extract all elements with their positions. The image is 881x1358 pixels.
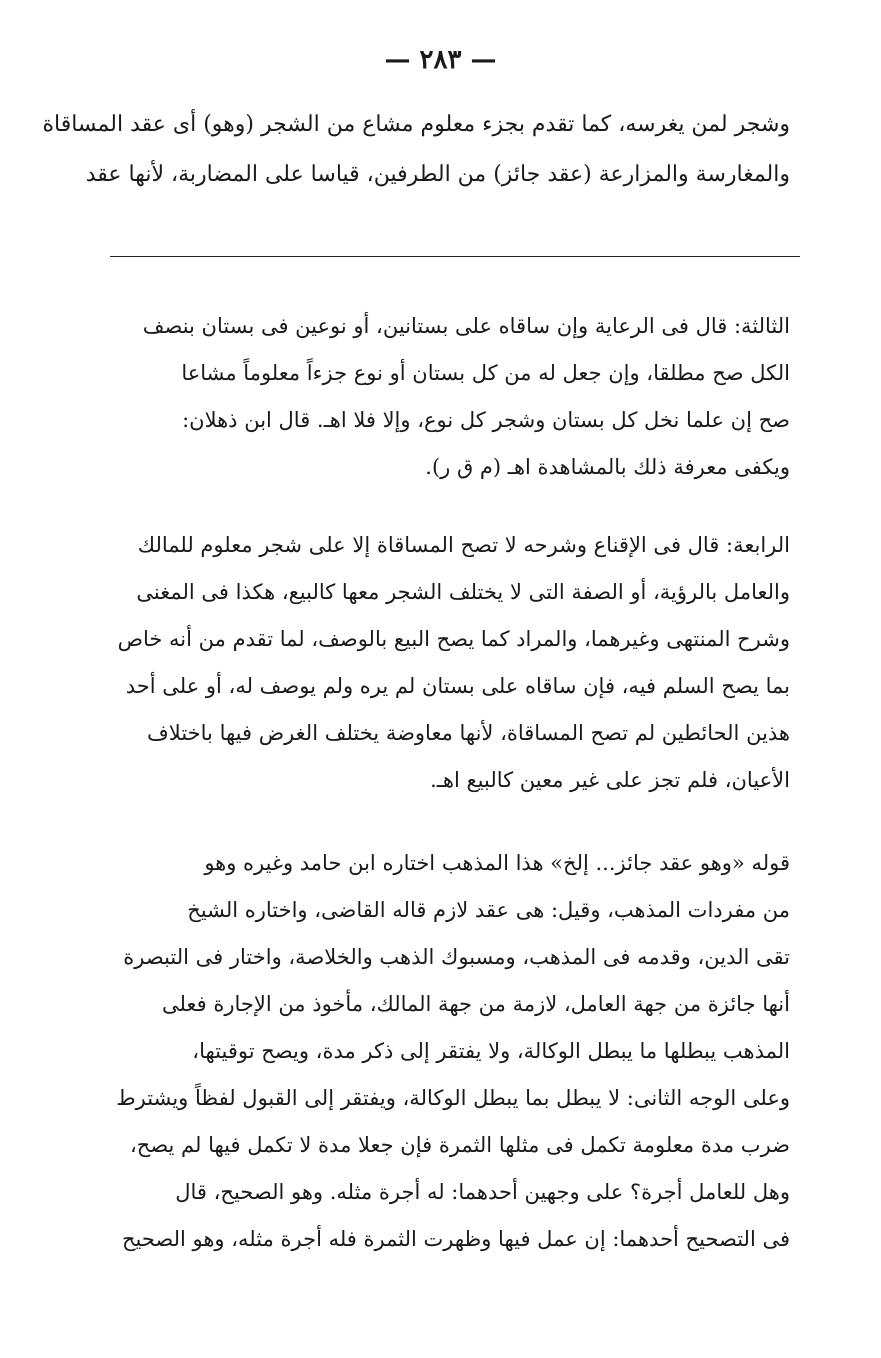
footnote-commentary [118, 840, 790, 1263]
footnote-line: أنها جائزة من جهة العامل، لازمة من جهة المالك، مأخوذ من الإجارة فعلى [162, 992, 790, 1016]
footnote-line: هذين الحائطين لم تصح المساقاة، لأنها معاوضة يختلف الغرض فيها باختلاف [147, 721, 790, 745]
footnote-line: الأعيان، فلم تجز على غير معين كالبيع اهـ. [430, 768, 790, 792]
footnote-fourth [118, 522, 790, 804]
footnote-line: بما يصح السلم فيه، فإن ساقاه على بستان لم يره ولم يوصف له، أو على أحد [125, 674, 790, 698]
footnote-line: والعامل بالرؤية، أو الصفة التى لا يختلف الشجر معها كالبيع، هكذا فى المغنى [136, 580, 790, 604]
footnote-line: من مفردات المذهب، وقيل: هى عقد لازم قاله القاضى، واختاره الشيخ [187, 898, 790, 922]
footnote-line: قوله «وهو عقد جائز... إلخ» هذا المذهب اختاره ابن حامد وغيره وهو [204, 851, 790, 875]
footnote-line: الكل صح مطلقا، وإن جعل له من كل بستان أو نوع جزءاً معلوماً مشاعا [181, 361, 790, 385]
footnote-third [118, 303, 790, 491]
page-number: — ٢٨٣ — [384, 45, 497, 75]
footnote-line: الثالثة: قال فى الرعاية وإن ساقاه على بستانين، أو نوعين فى بستان بنصف [142, 314, 790, 338]
footnote-line: وعلى الوجه الثانى: لا يبطل بما يبطل الوكالة، ويفتقر إلى القبول لفظاً ويشترط [116, 1086, 790, 1110]
footnote-line: ضرب مدة معلومة تكمل فى مثلها الثمرة فإن جعلا مدة لا تكمل فيها لم يصح، [129, 1133, 790, 1157]
main-text-line: والمغارسة والمزارعة (عقد جائز) من الطرفين، قياسا على المضاربة، لأنها عقد [85, 162, 790, 187]
footnote-line: تقى الدين، وقدمه فى المذهب، ومسبوك الذهب والخلاصة، واختار فى التبصرة [123, 945, 790, 969]
main-text-line: وشجر لمن يغرسه، كما تقدم بجزء معلوم مشاع من الشجر (وهو) أى عقد المساقاة [42, 112, 790, 137]
footnote-divider [110, 256, 800, 257]
footnote-line: الرابعة: قال فى الإقناع وشرحه لا تصح المساقاة إلا على شجر معلوم للمالك [137, 533, 790, 557]
footnote-line: وهل للعامل أجرة؟ على وجهين أحدهما: له أجرة مثله. وهو الصحيح، قال [175, 1180, 790, 1204]
footnote-line: وشرح المنتهى وغيرهما، والمراد كما يصح البيع بالوصف، لما تقدم من أنه خاص [117, 627, 790, 651]
footnote-line: المذهب يبطلها ما يبطل الوكالة، ولا يفتقر إلى ذكر مدة، ويصح توقيتها، [192, 1039, 790, 1063]
footnote-line: ويكفى معرفة ذلك بالمشاهدة اهـ (م ق ر). [425, 455, 790, 479]
footnote-line: صح إن علما نخل كل بستان وشجر كل نوع، وإلا فلا اهـ. قال ابن ذهلان: [182, 408, 790, 432]
footnote-line: فى التصحيح أحدهما: إن عمل فيها وظهرت الثمرة فله أجرة مثله، وهو الصحيح [121, 1227, 790, 1251]
main-text [42, 100, 790, 200]
